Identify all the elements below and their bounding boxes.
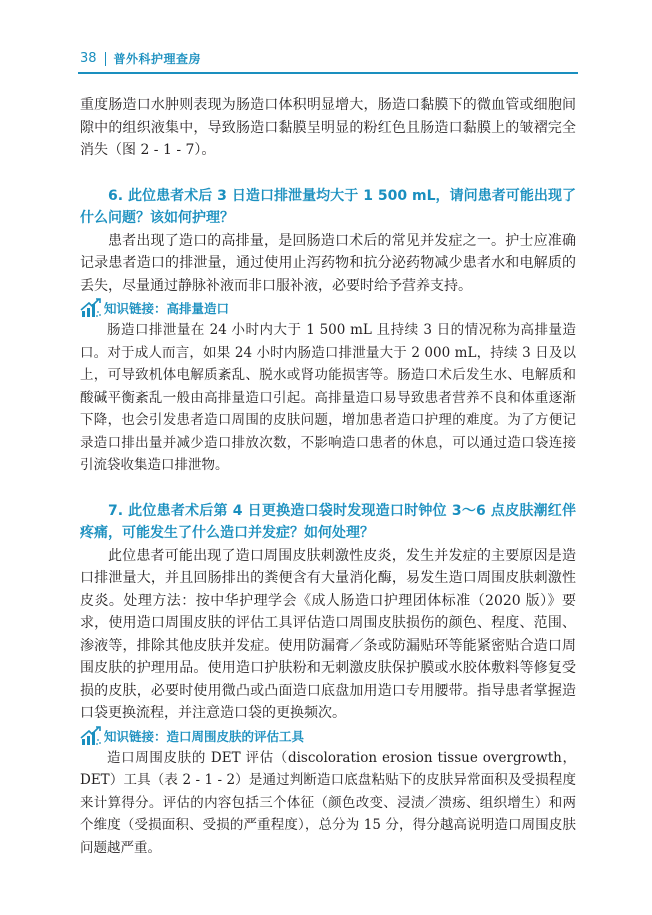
- header-separator: [105, 52, 106, 66]
- question-7-answer: 此位患者可能出现了造口周围皮肤刺激性皮炎，发生并发症的主要原因是造口排泄量大，并且回肠排出的粪便含有大量消化酶，易发生造口周围皮肤刺激性皮炎。处理方法：按中华护理学会《成人肠造口护理团体标准（2020 版）》要求，使用造口周围皮肤的评估工具评估造口周围皮肤损伤的颜色、程度、范围、渗液等，排除其他皮肤并发症。使用防漏膏／条或防漏贴环等能紧密贴合造口周围皮肤的护理用品。使用造口护肤粉和无刺激皮肤保护膜或水胶体敷料等修复受损的皮肤，必要时使用微凸或凸面造口底盘加用造口专用腰带。指导患者掌握造口袋更换流程，并注意造口袋的更换频次。: [80, 547, 576, 721]
- knowledge-link-icon: [80, 298, 102, 318]
- page-number: 38: [80, 51, 97, 66]
- page-body: [80, 94, 576, 859]
- question-6-title: 6. 此位患者术后 3 日造口排泄量均大于 1 500 mL，请问患者可能出现了什么问题？该如何护理？: [80, 187, 576, 226]
- knowledge-link-text-1: 肠造口排泄量在 24 小时内大于 1 500 mL 且持续 3 日的情况称为高排量造口。对于成人而言，如果 24 小时内肠造口排泄量大于 2 000 mL，持续 3 日及以上，可导致机体电解质紊乱、脱水或肾功能损害等。肠造口术后发生水、电解质和酸碱平衡紊乱一般由高排量造口引起。高排量造口易导致患者营养不良和体重逐渐下降，也会引发患者造口周围的皮肤问题，增加患者造口护理的难度。为了方便记录造口排出量并减少造口排放次数，不影响造口患者的休息，可以通过造口袋连接引流袋收集造口排泄物。: [80, 322, 576, 473]
- intro-paragraph: 重度肠造口水肿则表现为肠造口体积明显增大，肠造口黏膜下的微血管或细胞间隙中的组织液集中，导致肠造口黏膜呈明显的粉红色且肠造口黏膜上的皱褶完全消失（图 2 - 1 - 7）。: [80, 97, 576, 158]
- question-7-title: 7. 此位患者术后第 4 日更换造口袋时发现造口时钟位 3～6 点皮肤潮红伴疼痛，可能发生了什么造口并发症？如何处理？: [80, 502, 576, 541]
- knowledge-link-heading-1: [80, 297, 576, 319]
- knowledge-link-text-2: 造口周围皮肤的 DET 评估（discoloration erosion tissue overgrowth，DET）工具（表 2 - 1 - 2）是通过判断造口底盘粘贴下的皮肤异常面积及受损程度来计算得分。评估的内容包括三个体征（颜色改变、浸渍／溃疡、组织增生）和两个维度（受损面积、受损的严重程度），总分为 15 分，得分越高说明造口周围皮肤问题越严重。: [80, 749, 576, 856]
- knowledge-link-heading-2: [80, 725, 576, 747]
- header-rule: [78, 72, 578, 74]
- question-6-answer: 患者出现了造口的高排量，是回肠造口术后的常见并发症之一。护士应准确记录患者造口的排泄量，通过使用止泻药物和抗分泌药物减少患者水和电解质的丢失，尽量通过静脉补液而非口服补液，必要时给予营养支持。: [80, 232, 576, 294]
- running-title: 普外科护理查房: [113, 52, 202, 66]
- knowledge-link-title-1: 知识链接：高排量造口: [104, 301, 230, 316]
- knowledge-link-title-2: 知识链接：造口周围皮肤的评估工具: [104, 728, 305, 744]
- knowledge-link-icon: [80, 726, 102, 746]
- page-header: [80, 50, 201, 67]
